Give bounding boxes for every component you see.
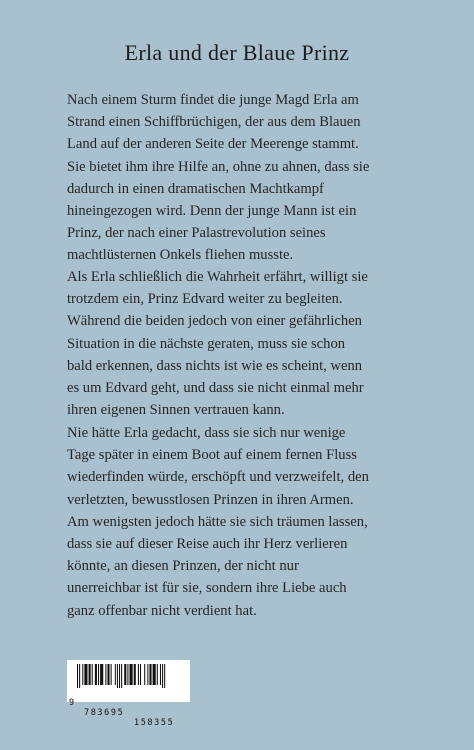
- barcode-bar: [153, 664, 156, 685]
- blurb-line: Sie bietet ihm ihre Hilfe an, ohne zu ahnen, dass sie: [67, 158, 370, 175]
- barcode-bar: [117, 664, 118, 688]
- blurb-line: dadurch in einen dramatischen Machtkampf: [67, 180, 324, 197]
- blurb-line: Als Erla schließlich die Wahrheit erfährt, willigt sie: [67, 269, 368, 285]
- barcode-bar: [144, 664, 145, 685]
- barcode-bar: [157, 664, 158, 685]
- barcode-bar: [98, 664, 99, 685]
- barcode-bar: [79, 664, 80, 688]
- barcode-bar: [115, 664, 116, 685]
- isbn-group-1: 783695: [84, 708, 125, 718]
- blurb-line: Nach einem Sturm findet die junge Magd Erla am: [67, 92, 359, 108]
- blurb-line: Situation in die nächste geraten, muss sie schon: [67, 335, 346, 352]
- barcode-bar: [111, 664, 112, 685]
- barcode-bar: [130, 664, 133, 685]
- blurb-line: verletzten, bewusstlosen Prinzen in ihren Armen.: [67, 491, 354, 508]
- isbn-first-digit: 9: [69, 698, 75, 708]
- barcode-bar: [160, 664, 161, 685]
- barcode-bar: [140, 664, 141, 685]
- blurb-line: ganz offenbar nicht verdient hat.: [67, 602, 257, 619]
- blurb-line: bald erkennen, dass nichts ist wie es scheint, wenn: [67, 357, 363, 374]
- blurb-line: Nie hätte Erla gedacht, dass sie sich nur wenige: [67, 425, 346, 441]
- blurb-paragraph-3: [67, 422, 412, 622]
- blurb-line: könnte, an diesen Prinzen, der nicht nur: [67, 558, 299, 575]
- barcode-bar: [95, 664, 97, 685]
- blurb-line: Am wenigsten jedoch hätte sie sich träumen lassen,: [67, 513, 368, 530]
- blurb-line: machtlüsternen Onkels fliehen musste.: [67, 247, 294, 264]
- book-title: Erla und der Blaue Prinz: [124, 40, 350, 65]
- blurb-line: hineingezogen wird. Denn der junge Mann ist ein: [67, 203, 357, 220]
- blurb-line: dass sie auf dieser Reise auch ihr Herz verlieren: [67, 536, 348, 553]
- blurb-line: trotzdem ein, Prinz Edvard weiter zu begleiten.: [67, 291, 343, 308]
- barcode-bar: [107, 664, 109, 685]
- blurb-line: es um Edvard geht, und dass sie nicht einmal mehr: [67, 380, 364, 397]
- isbn-group-2: 158355: [134, 718, 175, 728]
- barcode-bar: [162, 664, 163, 688]
- blurb-paragraph-1: [67, 89, 412, 267]
- barcode-bar: [134, 664, 136, 685]
- blurb-line: Strand einen Schiffbrüchigen, der aus dem Blauen: [67, 114, 361, 131]
- barcode-bar: [149, 664, 151, 685]
- barcode-bar: [127, 664, 128, 685]
- blurb-line: Während die beiden jedoch von einer gefährlichen: [67, 313, 362, 330]
- barcode-bar: [121, 664, 122, 688]
- blurb-line: Prinz, der nach einer Palastrevolution seines: [67, 225, 326, 242]
- barcode-bar: [77, 664, 78, 688]
- blurb-line: ihren eigenen Sinnen vertrauen kann.: [67, 402, 285, 419]
- isbn-number: [67, 688, 190, 738]
- barcode-bar: [84, 664, 87, 685]
- barcode-bar: [164, 664, 165, 688]
- barcode-bar: [105, 664, 106, 685]
- blurb-line: wiederfinden würde, erschöpft und verzweifelt, den: [67, 469, 369, 486]
- blurb-line: Land auf der anderen Seite der Meerenge stammt.: [67, 136, 359, 153]
- barcode-bar: [89, 664, 91, 685]
- blurb-line: unerreichbar ist für sie, sondern ihre Liebe auch: [67, 580, 347, 597]
- barcode-bar: [138, 664, 139, 685]
- barcode-bar: [119, 664, 120, 688]
- isbn-barcode: [67, 660, 190, 728]
- barcode-bar: [147, 664, 148, 685]
- blurb-paragraph-2: [67, 266, 412, 421]
- barcode-bar: [92, 664, 93, 685]
- barcode-bars: [73, 664, 184, 688]
- barcode-bar: [124, 664, 126, 685]
- barcode-bar: [82, 664, 83, 685]
- blurb-line: Tage später in einem Boot auf einem fernen Fluss: [67, 447, 357, 464]
- barcode-bar: [100, 664, 103, 685]
